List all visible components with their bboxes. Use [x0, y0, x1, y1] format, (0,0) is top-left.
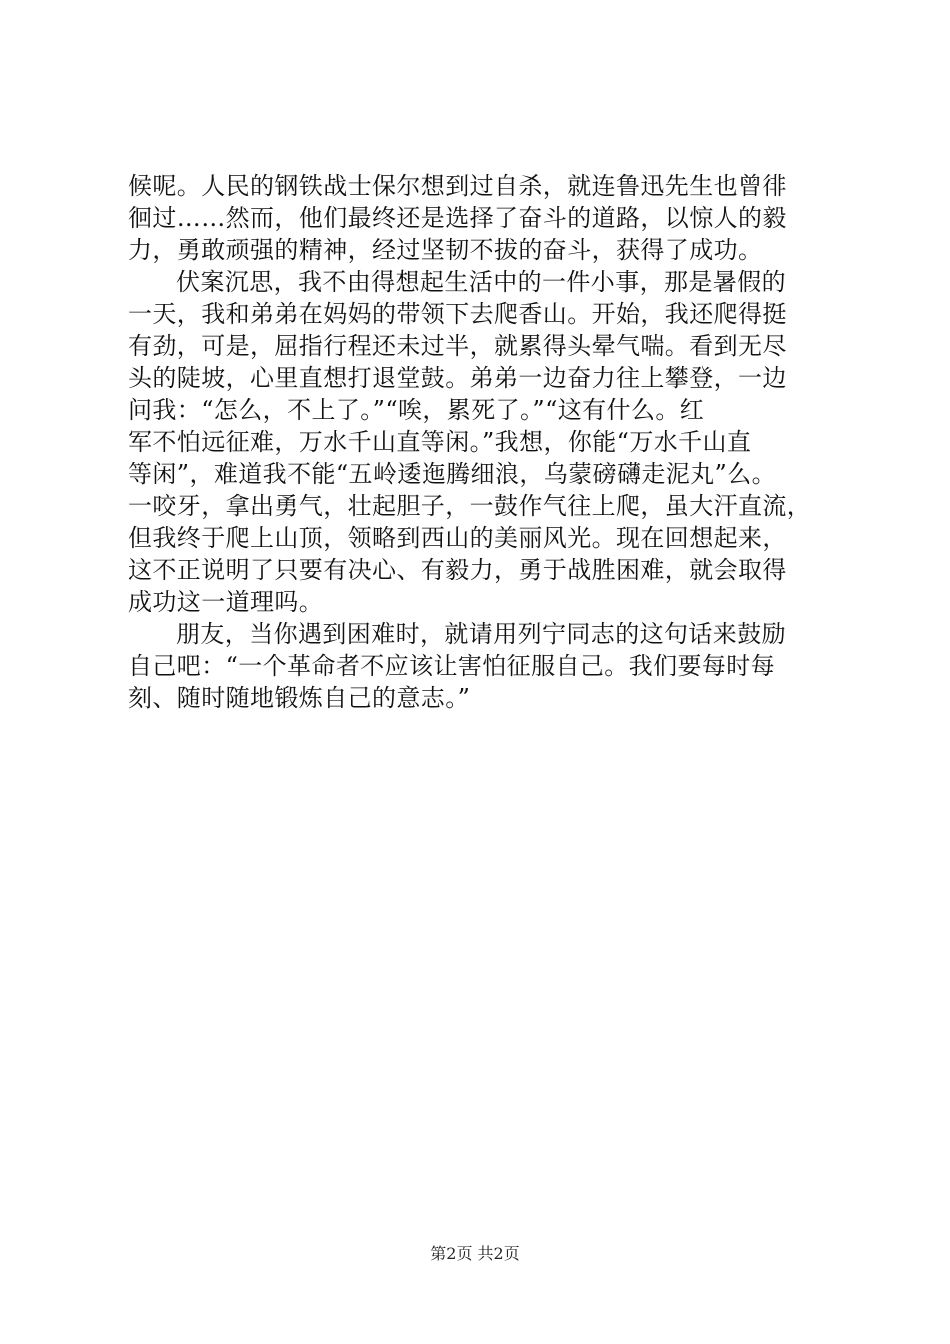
text-line: 力，勇敢顽强的精神，经过坚韧不拔的奋斗，获得了成功。: [128, 236, 763, 264]
text-line: 头的陡坡，心里直想打退堂鼓。弟弟一边奋力往上攀登，一边: [128, 364, 787, 392]
text-line: 问我：“怎么，不上了。”“唉，累死了。”“这有什么。红: [128, 396, 705, 424]
text-line: 等闲”，难道我不能“五岭逶迤腾细浪，乌蒙磅礴走泥丸”么。: [128, 460, 777, 488]
text-line: 有劲，可是，屈指行程还未过半，就累得头晕气喘。看到无尽: [128, 332, 787, 360]
text-line: 徊过……然而，他们最终还是选择了奋斗的道路，以惊人的毅: [128, 204, 787, 232]
text-line: 一天，我和弟弟在妈妈的带领下去爬香山。开始，我还爬得挺: [128, 300, 787, 328]
paragraph-first-line: 朋友，当你遇到困难时，就请用列宁同志的这句话来鼓励: [176, 620, 786, 648]
text-line: 这不正说明了只要有决心、有毅力，勇于战胜困难，就会取得: [128, 556, 787, 584]
text-line: 成功这一道理吗。: [128, 588, 324, 616]
text-line: 候呢。人民的钢铁战士保尔想到过自杀，就连鲁迅先生也曾徘: [128, 172, 787, 200]
page-footer: 第2页 共2页: [430, 1244, 520, 1263]
text-line: 但我终于爬上山顶，领略到西山的美丽风光。现在回想起来，: [128, 524, 787, 552]
text-line: 一咬牙，拿出勇气，壮起胆子，一鼓作气往上爬，虽大汗直流，: [128, 492, 812, 520]
paragraph-first-line: 伏案沉思，我不由得想起生活中的一件小事，那是暑假的: [176, 268, 786, 296]
text-line: 军不怕远征难，万水千山直等闲。”我想，你能“万水千山直: [128, 428, 752, 456]
body-text: [128, 170, 834, 714]
text-line: 自己吧：“一个革命者不应该让害怕征服自己。我们要每时每: [128, 652, 776, 680]
text-line: 刻、随时随地锻炼自己的意志。”: [128, 684, 471, 712]
